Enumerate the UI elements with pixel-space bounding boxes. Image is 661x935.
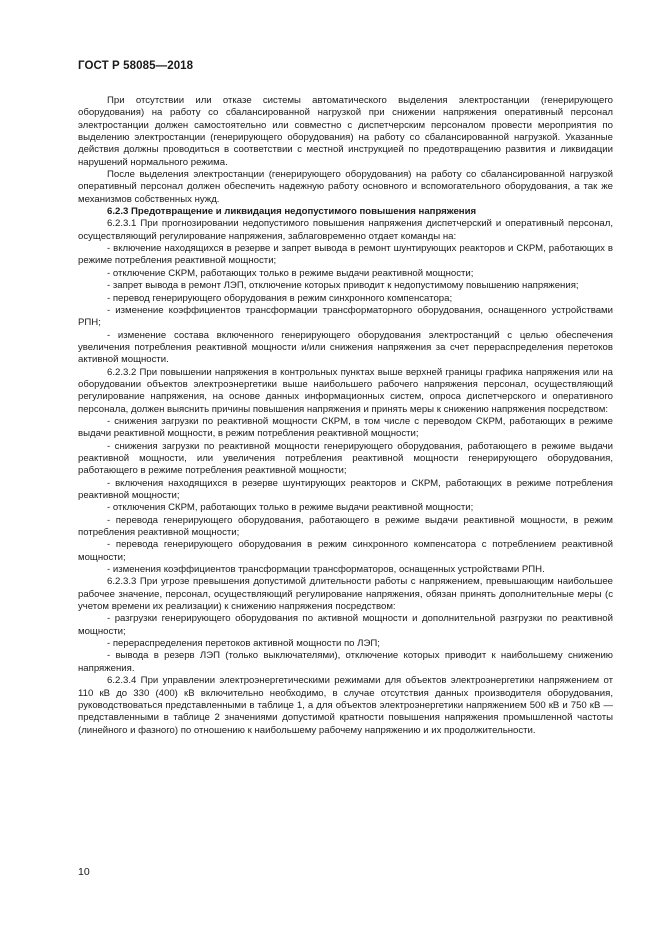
paragraph: 6.2.3.4 При управлении электроэнергетическими режимами для объектов электроэнергетики напряжением от 110 кВ до 330 (400) кВ включительно необходимо, в случае отсутствия данных производителя оборудования, руководствоваться представленными в таблице 1, а для объектов электроэнергетики напряжением 500 кВ и 750 кВ — представленными в таблице 2 значениями допустимой кратности повышения напряжения промышленной частоты (линейного и фазного) по отношению к наибольшему рабочему напряжению и их продолжительности. <box>78 675 613 736</box>
paragraph: 6.2.3.1 При прогнозировании недопустимого повышения напряжения диспетчерский и оперативный персонал, осуществляющий регулирование напряжения, заблаговременно отдает команды на: <box>78 218 613 242</box>
paragraph: - перевода генерирующего оборудования, работающего в режиме выдачи реактивной мощности, в режим потребления реактивной мощности; <box>78 514 613 539</box>
paragraph: - перевода генерирующего оборудования в режим синхронного компенсатора с потреблением реактивной мощности; <box>78 539 613 563</box>
paragraph: - отключение СКРМ, работающих только в режиме выдачи реактивной мощности; <box>107 267 474 279</box>
paragraph: - снижения загрузки по реактивной мощности генерирующего оборудования, работающего в режиме выдачи реактивной мощности, или увеличения потребления реактивной мощности генерирующего оборудования, работающего в режиме потребления реактивной мощности; <box>78 440 613 477</box>
paragraph: - включения находящихся в резерве шунтирующих реакторов и СКРМ, работающих в режиме потребления реактивной мощности; <box>78 477 613 501</box>
document-body <box>78 95 613 737</box>
paragraph: - отключения СКРМ, работающих только в режиме выдачи реактивной мощности; <box>107 502 474 514</box>
document-header: ГОСТ Р 58085—2018 <box>78 60 194 72</box>
paragraph: При отсутствии или отказе системы автоматического выделения электростанции (генерирующего оборудования) на работу со сбалансированной нагрузкой при снижении напряжения оперативный персонал электростанции должен самостоятельно или совместно с диспетчерским персоналом провести мероприятия по выделению электростанции (генерирующего оборудования) на работу со сбалансированной нагрузкой. Указанные действия должны проводиться в соответствии с местной инструкцией по предотвращению развития и ликвидации нарушений нормального режима. <box>78 95 613 168</box>
paragraph: - перевод генерирующего оборудования в режим синхронного компенсатора; <box>107 292 453 304</box>
paragraph: - запрет вывода в ремонт ЛЭП, отключение которых приводит к недопустимому повышению напряжения; <box>107 280 579 292</box>
paragraph: 6.2.3.3 При угрозе превышения допустимой длительности работы с напряжением, превышающим наибольшее рабочее значение, персонал, осуществляющий регулирование напряжения, обязан принять дополнительные меры (с учетом времени их реализации) к снижению напряжения посредством: <box>78 576 613 613</box>
paragraph: - изменение коэффициентов трансформации трансформаторного оборудования, оснащенного устройствами РПН; <box>78 304 613 329</box>
paragraph: После выделения электростанции (генерирующего оборудования) на работу со сбалансированной нагрузкой оперативный персонал должен обеспечить надежную работу основного и вспомогательного оборудования, а так же механизмов собственных нужд. <box>78 169 613 205</box>
paragraph: 6.2.3.2 При повышении напряжения в контрольных пунктах выше верхней границы графика напряжения или на оборудовании объектов электроэнергетики выше наибольшего рабочего напряжения персонал, осуществляющий регулирование напряжения, на основе данных информационных систем, опроса диспетчерского и оперативного персонала, должен выяснить причины повышения напряжения и принять меры к снижению напряжения посредством: <box>78 366 613 415</box>
paragraph: - разгрузки генерирующего оборудования по активной мощности и дополнительной разгрузки по реактивной мощности; <box>78 613 613 637</box>
paragraph: - изменение состава включенного генерирующего оборудования электростанций с целью обеспечения увеличения потребления реактивной мощности и/или снижения напряжения за счет перераспределения перетоков активной мощности. <box>78 329 613 366</box>
paragraph: - перераспределения перетоков активной мощности по ЛЭП; <box>107 638 380 650</box>
paragraph: - вывода в резерв ЛЭП (только выключателями), отключение которых приводит к наибольшему снижению напряжения. <box>78 650 613 674</box>
page-number: 10 <box>78 866 90 878</box>
paragraph: - включение находящихся в резерве и запрет вывода в ремонт шунтирующих реакторов и СКРМ, работающих в режиме потребления реактивной мощности; <box>78 243 613 267</box>
paragraph: - изменения коэффициентов трансформации трансформаторов, оснащенных устройствами РПН. <box>107 564 545 576</box>
paragraph: - снижения загрузки по реактивной мощности СКРМ, в том числе с переводом СКРМ, работающих в режиме выдачи реактивной мощности, в режим потребления реактивной мощности; <box>78 415 613 440</box>
section-heading: 6.2.3 Предотвращение и ликвидация недопустимого повышения напряжения <box>107 206 477 218</box>
